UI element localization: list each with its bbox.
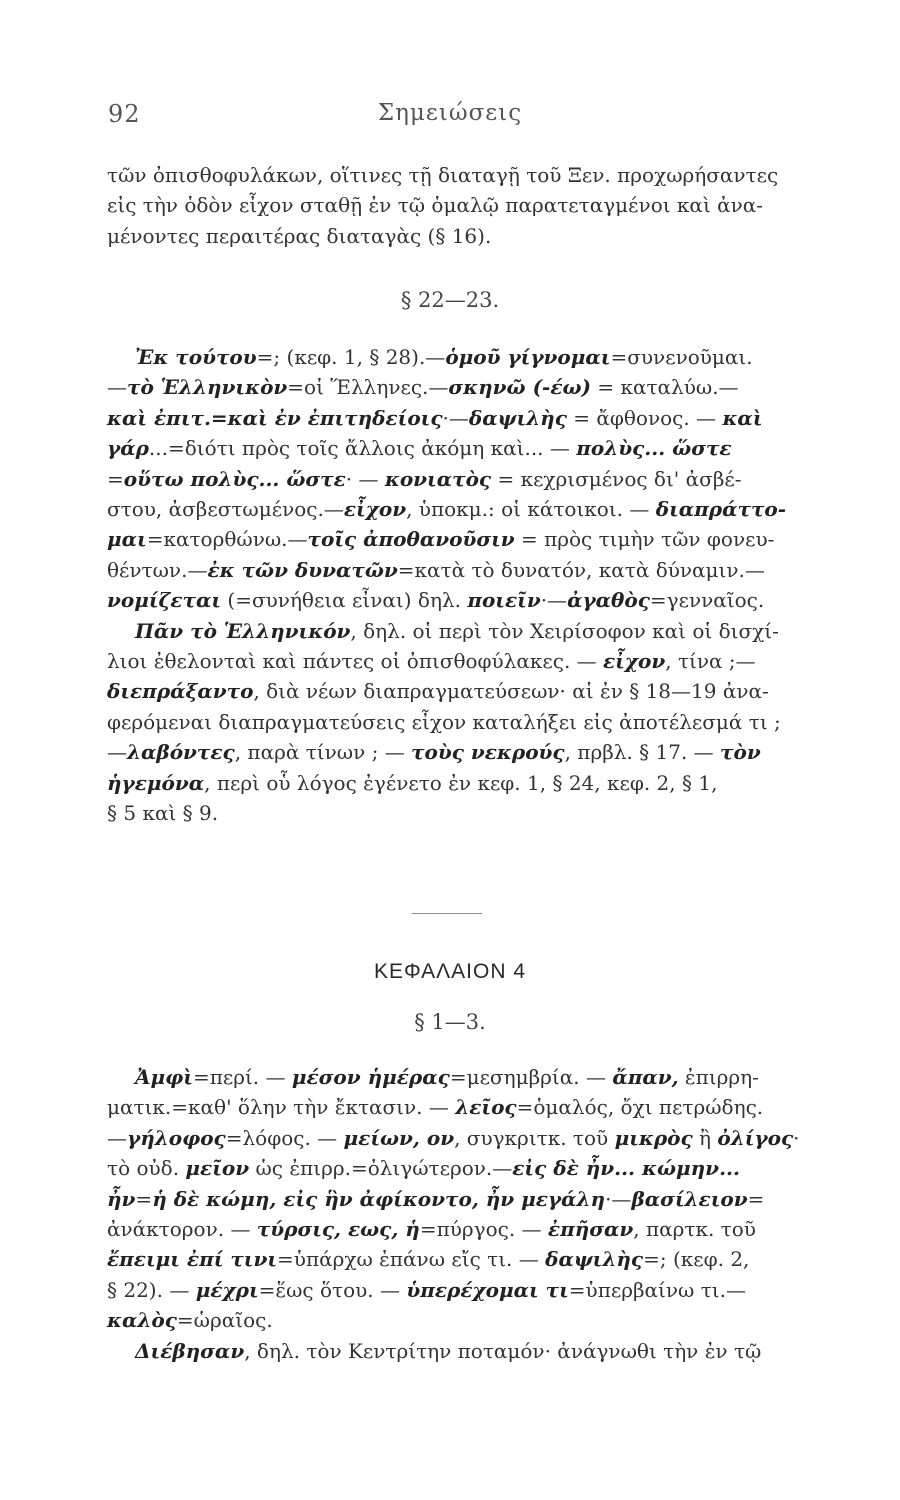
lemma: καλὸς [107, 1308, 177, 1333]
text-line: ἔπειμι ἐπί τινι=ὑπάρχω ἐπάνω εἴς τι. — δαψιλὴς=; (κεφ. 2, [107, 1247, 750, 1272]
lemma: ἦν [107, 1186, 136, 1211]
text-line: Ἀμφὶ=περί. — μέσον ἡμέρας=μεσημβρία. — ἄπαν, ἐπιρρη- [135, 1065, 759, 1089]
lemma: μικρὸς [614, 1125, 693, 1150]
text-line: φερόμεναι διαπραγματεύσεις εἶχον καταλήξει εἰς ἀποτέλεσμά τι ; [107, 709, 781, 734]
lemma: τοὺς νεκρούς [411, 740, 565, 765]
text-line: ἡγεμόνα, περὶ οὗ λόγος ἐγένετο ἐν κεφ. 1, § 24, κεφ. 2, § 1, [107, 770, 718, 795]
lemma: ἐπῆσαν [547, 1217, 634, 1242]
text-line: ματικ.=καθ' ὅλην τὴν ἔκτασιν. — λεῖος=ὁμαλός, ὄχι πετρώδης. [107, 1095, 764, 1120]
text-line: θέντων.—ἐκ τῶν δυνατῶν=κατὰ τὸ δυνατόν, κατὰ δύναμιν.— [107, 557, 765, 582]
text-line: καλὸς=ὡραῖος. [107, 1308, 273, 1333]
notes-section-22-23 [107, 342, 847, 829]
lemma: ὑπερέχομαι τι [406, 1277, 569, 1302]
text-line: λιοι ἐθελονταὶ καὶ πάντες οἱ ὀπισθοφύλακες. — εἶχον, τίνα ;— [107, 649, 756, 674]
lemma: λεῖος [455, 1095, 517, 1120]
lemma: μαι [107, 527, 147, 552]
lemma: ποιεῖν [467, 588, 541, 613]
lemma: ἄπαν, [612, 1065, 679, 1089]
lemma: πολὺς... ὥστε [576, 436, 732, 461]
lemma: διαπράττο- [655, 497, 787, 522]
lemma: μέχρι [195, 1277, 259, 1302]
lemma: ἐκ τῶν δυνατῶν [207, 557, 398, 582]
text-line: —γήλοφος=λόφος. — μείων, ον, συγκριτκ. τοῦ μικρὸς ἢ ὀλίγος· [107, 1125, 800, 1150]
lemma: γήλοφος [127, 1125, 226, 1150]
text-line: Πᾶν τὸ Ἑλληνικόν, δηλ. οἱ περὶ τὸν Χειρίσοφον καὶ οἱ δισχί- [135, 618, 779, 643]
lemma: εἶχον [343, 497, 407, 522]
text-line: —λαβόντες, παρὰ τίνων ; — τοὺς νεκρούς, πρβλ. § 17. — τὸν [107, 740, 761, 765]
lemma: βασίλειον [631, 1186, 748, 1211]
lemma: ὀλίγος [717, 1125, 794, 1150]
lemma: κονιατὸς [384, 466, 492, 491]
lemma: τὸ Ἑλληνικὸν [127, 375, 288, 400]
lemma: διεπράξαντο [107, 679, 254, 704]
notes-section-1-3 [107, 1062, 847, 1366]
text-line: μαι=κατορθώνω.—τοῖς ἀποθανοῦσιν = πρὸς τιμὴν τῶν φονευ- [107, 527, 775, 552]
lemma: μείων, ον [343, 1125, 455, 1150]
lemma: Διέβησαν [135, 1338, 245, 1363]
lemma: Πᾶν τὸ Ἑλληνικόν [135, 618, 351, 643]
text-line: ἦν=ἡ δὲ κώμη, εἰς ἣν ἀφίκοντο, ἦν μεγάλη·—βασίλειον= [107, 1186, 765, 1211]
text-line: μένοντες περαιτέρας διαταγὰς (§ 16). [107, 223, 492, 248]
running-title: Σημειώσεις [377, 100, 523, 126]
lemma: οὕτω πολὺς... ὥστε [123, 466, 346, 491]
text-line: =οὕτω πολὺς... ὥστε· — κονιατὸς = κεχρισμένος δι' ἀσβέ- [107, 466, 742, 491]
continued-paragraph [107, 160, 847, 251]
lemma: εἰς δὲ ἦν... κώμην... [512, 1156, 740, 1181]
lemma: μεῖον [185, 1156, 250, 1181]
lemma: εἶχον [603, 649, 666, 674]
lemma: μέσον ἡμέρας [291, 1065, 450, 1089]
lemma: ὁμοῦ γίγνομαι [445, 345, 611, 369]
chapter-heading: ΚΕΦΑΛΑΙΟΝ 4 [373, 960, 527, 983]
text-line: τὸ οὐδ. μεῖον ὡς ἐπιρρ.=ὀλιγώτερον.—εἰς δὲ ἦν... κώμην... [107, 1156, 740, 1181]
lemma: γάρ [107, 436, 149, 461]
text-line: —τὸ Ἑλληνικὸν=οἱ Ἕλληνες.—σκηνῶ (-έω) = καταλύω.— [107, 375, 739, 400]
lemma: Ἐκ τούτου [135, 345, 257, 369]
text-line: Διέβησαν, δηλ. τὸν Κεντρίτην ποταμόν· ἀνάγνωθι τὴν ἐν τῷ [135, 1338, 762, 1363]
text-line: ἀνάκτορον. — τύρσις, εως, ἡ=πύργος. — ἐπῆσαν, παρτκ. τοῦ [107, 1217, 756, 1242]
text-line: Ἐκ τούτου=; (κεφ. 1, § 28).—ὁμοῦ γίγνομαι=συνενοῦμαι. [135, 345, 753, 369]
lemma: ἡγεμόνα [107, 770, 205, 795]
lemma: νομίζεται [107, 588, 222, 613]
page-number: 92 [108, 100, 141, 128]
lemma: ἡ δὲ κώμη, εἰς ἣν ἀφίκοντο, ἦν μεγάλη [152, 1186, 606, 1211]
text-line: § 5 καὶ § 9. [107, 801, 219, 826]
text-line: τῶν ὀπισθοφυλάκων, οἵτινες τῇ διαταγῇ τοῦ Ξεν. προχωρήσαντες [107, 163, 779, 187]
lemma: τοῖς ἀποθανοῦσιν [307, 527, 515, 552]
text-line: στου, ἀσβεστωμένος.—εἶχον, ὑποκμ.: οἱ κάτοικοι. — διαπράττο- [107, 497, 787, 522]
lemma: τύρσις, εως, ἡ [256, 1217, 420, 1242]
lemma: ἀγαθὸς [567, 588, 650, 613]
section-heading: § 1—3. [414, 1010, 486, 1034]
text-line: εἰς τὴν ὁδὸν εἶχον σταθῇ ἐν τῷ ὁμαλῷ παρατεταγμένοι καὶ ἀνα- [107, 193, 764, 218]
text-line: γάρ...=διότι πρὸς τοῖς ἄλλοις ἀκόμη καὶ... — πολὺς... ὥστε [107, 436, 732, 461]
lemma: σκηνῶ (-έω) [448, 375, 591, 400]
lemma: τὸν [720, 740, 761, 765]
section-divider [412, 913, 482, 914]
lemma: ἔπειμι ἐπί τινι [107, 1247, 278, 1272]
text-line: καὶ ἐπιτ.=καὶ ἐν ἐπιτηδείοις·—δαψιλὴς = ἄφθονος. — καὶ [107, 405, 763, 430]
text-line: νομίζεται (=συνήθεια εἶναι) δηλ. ποιεῖν·—ἀγαθὸς=γενναῖος. [107, 588, 765, 613]
lemma: καὶ ἐπιτ.=καὶ ἐν ἐπιτηδείοις [107, 405, 443, 430]
lemma: δαψιλὴς [468, 405, 567, 430]
text-line: διεπράξαντο, διὰ νέων διαπραγματεύσεων· αἱ ἐν § 18—19 ἀνα- [107, 679, 769, 704]
lemma: δαψιλὴς [545, 1247, 644, 1272]
lemma: καὶ [722, 405, 763, 430]
lemma: λαβόντες [127, 740, 235, 765]
text-line: § 22). — μέχρι=ἕως ὅτου. — ὑπερέχομαι τι=ὑπερβαίνω τι.— [107, 1277, 746, 1302]
section-heading: § 22—23. [400, 288, 500, 312]
lemma: Ἀμφὶ [135, 1065, 193, 1089]
